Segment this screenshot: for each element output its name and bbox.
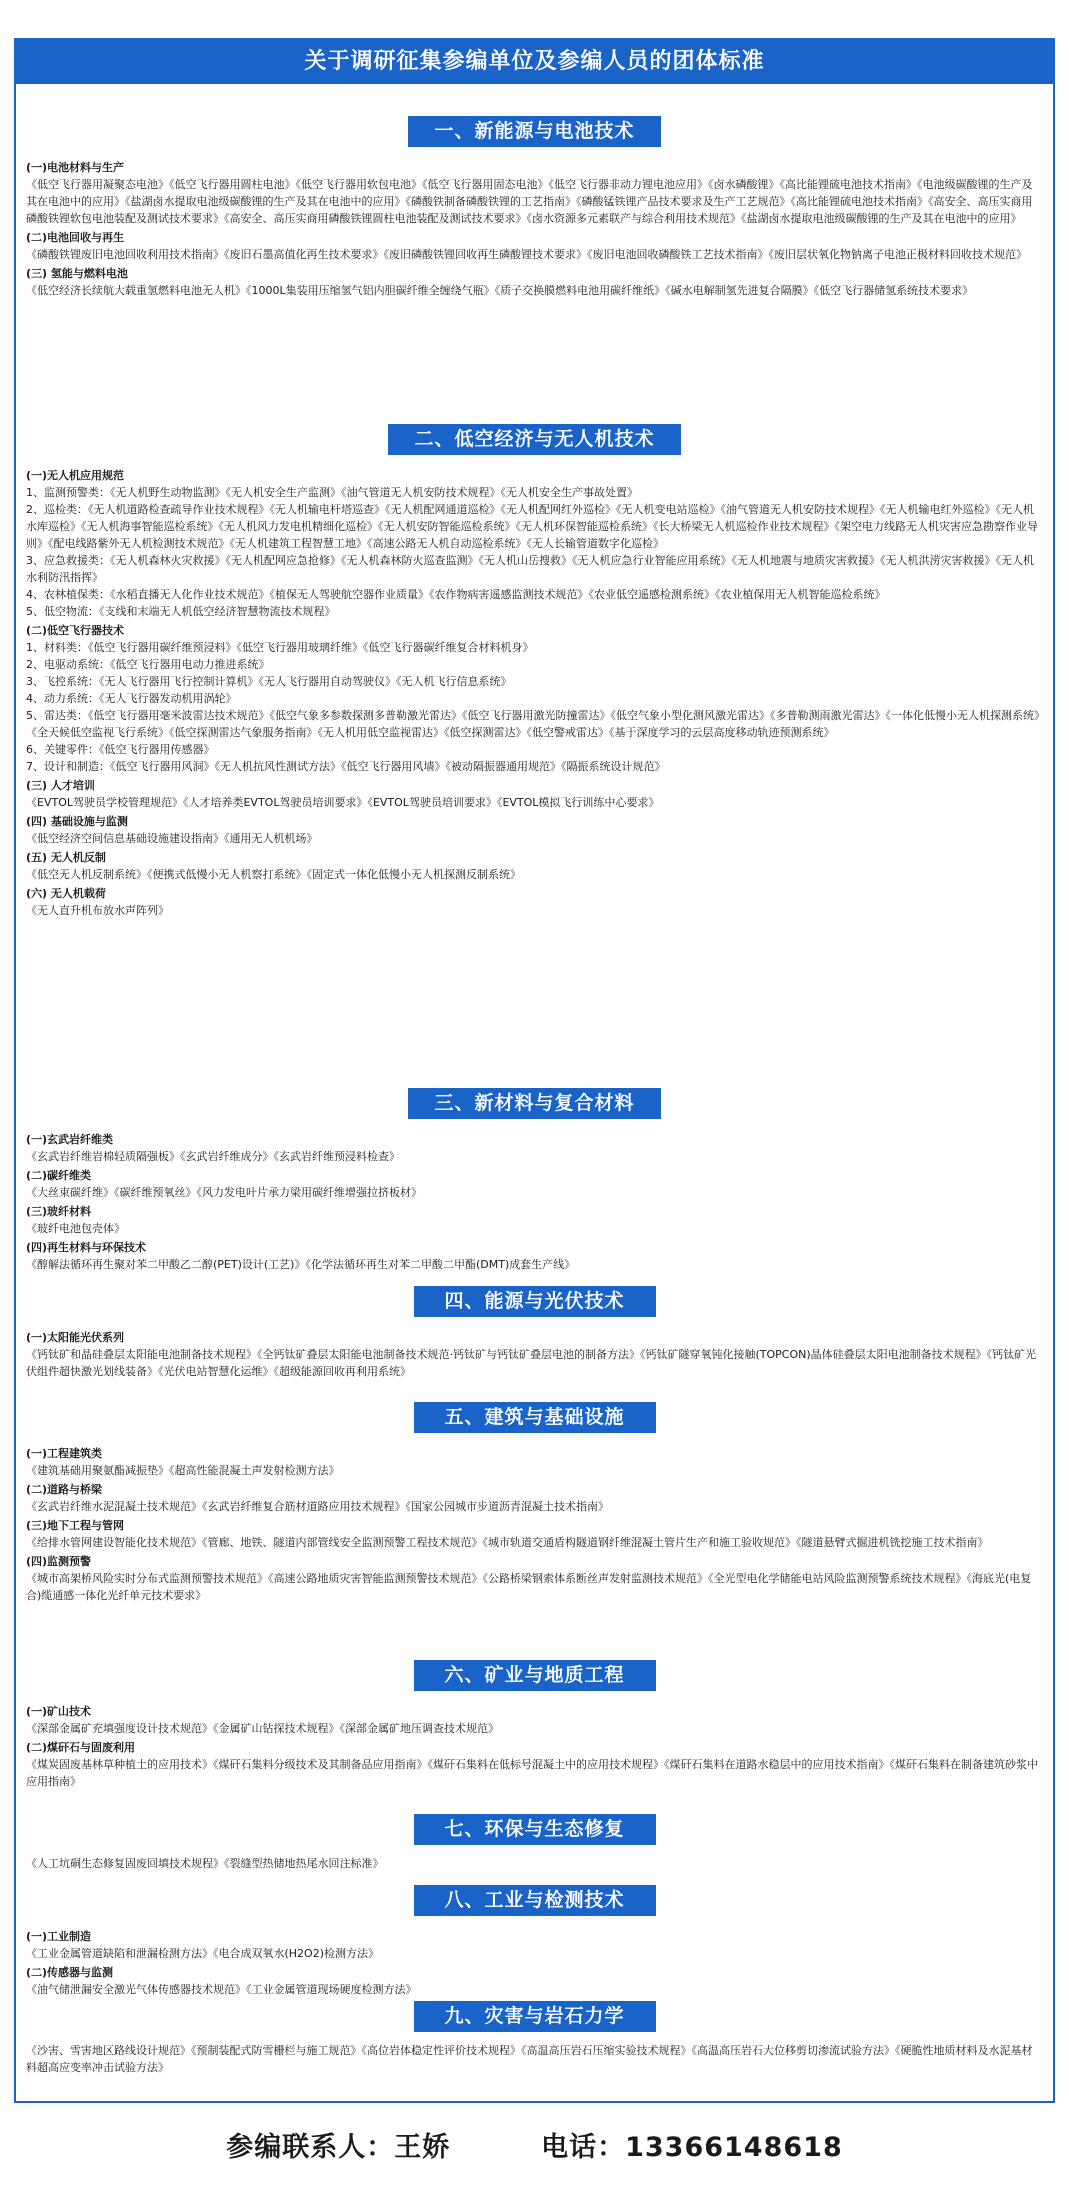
standards-list: 《大丝束碳纤维》《碳纤维预氧丝》《风力发电叶片承力梁用碳纤维增强拉挤板材》: [26, 1186, 422, 1199]
contact-phone[interactable]: 电话：13366148618: [541, 2132, 843, 2163]
category-heading: (一)太阳能光伏系列: [26, 1331, 125, 1344]
section-industry-testing: [16, 1885, 1053, 1998]
section-heading: [16, 1814, 1053, 1845]
standards-list: 《EVTOL驾驶员学校管理规范》《人才培养类EVTOL驾驶员培训要求》《EVTOL驾驶员培训要求》《EVTOL模拟飞行训练中心要求》: [26, 796, 660, 809]
section-heading: [16, 1088, 1053, 1119]
section-title: 八、工业与检测技术: [414, 1885, 656, 1916]
section-environment: [16, 1814, 1053, 1872]
category-heading: (二)煤矸石与固废利用: [26, 1741, 136, 1754]
standards-list: 《磷酸铁锂废旧电池回收利用技术指南》《废旧石墨高值化再生技术要求》《废旧磷酸铁锂回收再生磷酸锂技术要求》《废旧电池回收磷酸铁工艺技术指南》《废旧层状氧化物钠离子电池正极材料回收技术规范》: [26, 248, 1027, 261]
section-body: [16, 2032, 1053, 2076]
category-heading: (一)无人机应用规范: [26, 469, 125, 482]
section-body: [16, 455, 1053, 919]
section-disaster-rock: [16, 2001, 1053, 2076]
category-heading: (一)工程建筑类: [26, 1447, 103, 1460]
standards-list: 《低空经济长续航大载重氢燃料电池无人机》《1000L集装用压缩氢气铝内胆碳纤维全缠绕气瓶》《质子交换膜燃料电池用碳纤维纸》《碱水电解制氢先进复合隔膜》《低空飞行器储氢系统技术要求》: [26, 284, 974, 297]
section-heading: [16, 2001, 1053, 2032]
category-heading: (一)工业制造: [26, 1930, 92, 1943]
category-heading: (一)电池材料与生产: [26, 161, 125, 174]
category-heading: (三)地下工程与管网: [26, 1519, 125, 1532]
standards-list: 《城市高架桥风险实时分布式监测预警技术规范》《高速公路地质灾害智能监测预警技术规范》《公路桥梁钢索体系断丝声发射监测技术规范》《全光型电化学储能电站风险监测预警系统技术规程》《海底光(电复合)缆通感一体化光纤单元技术要求》: [26, 1572, 1032, 1602]
section-title: 五、建筑与基础设施: [414, 1402, 656, 1433]
section-title: 一、新能源与电池技术: [408, 116, 660, 147]
standards-list: 《建筑基础用聚氨酯减振垫》《超高性能混凝土声发射检测方法》: [26, 1464, 340, 1477]
standards-list: 1、材料类：《低空飞行器用碳纤维预浸料》《低空飞行器用玻璃纤维》《低空飞行器碳纤维复合材料机身》 2、电驱动系统：《低空飞行器用电动力推进系统》 3、飞控系统：《无人飞行器用飞行控制计算机》《无人飞行器用自动驾驶仪》《无人机飞行信息系统》 4、动力系统：《无人飞行器发动机用涡轮》 5、雷达类：《低空飞行器用毫米波雷达技术规范》《低空气象多参数探测多普勒激光雷达》《低空飞行器用激光防撞雷达》《低空气象小型化测风激光雷达》《多普勒测雨激光雷达》《一体化低慢小无人机探测系统》《全天候低空监视飞行系统》《低空探测雷达气象服务指南》《无人机用低空监视雷达》《低空探测雷达》《低空警戒雷达》《基于深度学习的云层高度移动轨迹预测系统》 6、关键零件：《低空飞行器用传感器》 7、设计和制造：《低空飞行器用风洞》《无人机抗风性测试方法》《低空飞行器用风墙》《被动隔振器通用规范》《隔振系统设计规范》: [26, 641, 1040, 773]
section-heading: [16, 1286, 1053, 1317]
section-heading: [16, 1885, 1053, 1916]
standards-list: 《低空无人机反制系统》《便携式低慢小无人机察打系统》《固定式一体化低慢小无人机探测反制系统》: [26, 868, 521, 881]
standards-list: 《人工坑硐生态修复固废回填技术规程》《裂缝型热储地热尾水回注标准》: [26, 1857, 384, 1870]
section-title: 九、灾害与岩石力学: [414, 2001, 656, 2032]
section-body: [16, 1845, 1053, 1872]
section-body: [16, 1691, 1053, 1790]
category-heading: (一)玄武岩纤维类: [26, 1133, 114, 1146]
section-new-materials: [16, 1088, 1053, 1273]
standards-list: 《油气储泄漏安全激光气体传感器技术规范》《工业金属管道现场硬度检测方法》: [26, 1983, 417, 1996]
standards-list: 《给排水管网建设智能化技术规范》《管廊、地铁、隧道内部管线安全监测预警工程技术规范》《城市轨道交通盾构隧道钢纤维混凝土管片生产和施工验收规范》《隧道悬臂式掘进机铣挖施工技术指南》: [26, 1536, 989, 1549]
section-title: 二、低空经济与无人机技术: [388, 424, 680, 455]
category-heading: (六) 无人机载荷: [26, 887, 106, 900]
category-heading: (四)监测预警: [26, 1555, 92, 1568]
standards-list: 《玻纤电池包壳体》: [26, 1222, 125, 1235]
standards-list: 《低空经济空间信息基础设施建设指南》《通用无人机机场》: [26, 832, 318, 845]
category-heading: (二)低空飞行器技术: [26, 624, 125, 637]
category-heading: (二)传感器与监测: [26, 1966, 114, 1979]
category-heading: (二)道路与桥梁: [26, 1483, 103, 1496]
category-heading: (三)玻纤材料: [26, 1205, 92, 1218]
section-heading: [16, 1660, 1053, 1691]
section-body: [16, 147, 1053, 299]
section-energy-pv: [16, 1286, 1053, 1380]
section-title: 七、环保与生态修复: [414, 1814, 656, 1845]
standards-list: 《深部金属矿充填强度设计技术规范》《金属矿山钻探技术规程》《深部金属矿地压调查技术规范》: [26, 1722, 499, 1735]
standards-list: 《煤炭固废基林草种植土的应用技术》《煤矸石集料分级技术及其制备品应用指南》《煤矸石集料在低标号混凝土中的应用技术规程》《煤矸石集料在道路水稳层中的应用技术指南》《煤矸石集料在制备建筑砂浆中应用指南》: [26, 1758, 1038, 1788]
content-frame: [14, 38, 1055, 2103]
section-low-altitude-uav: [16, 424, 1053, 919]
section-body: [16, 1916, 1053, 1998]
section-title: 四、能源与光伏技术: [414, 1286, 656, 1317]
standards-list: 《玄武岩纤维水泥混凝土技术规范》《玄武岩纤维复合筋材道路应用技术规程》《国家公园城市步道沥青混凝土技术指南》: [26, 1500, 609, 1513]
contact-footer: [0, 2125, 1069, 2164]
standards-list: 《玄武岩纤维岩棉轻质隔强板》《玄武岩纤维成分》《玄武岩纤维预浸料检查》: [26, 1150, 400, 1163]
category-heading: (四) 基础设施与监测: [26, 815, 128, 828]
category-heading: (五) 无人机反制: [26, 851, 106, 864]
category-heading: (二)碳纤维类: [26, 1169, 92, 1182]
section-heading: [16, 424, 1053, 455]
section-title: 六、矿业与地质工程: [414, 1660, 656, 1691]
standards-list: 《无人直升机布放水声阵列》: [26, 904, 169, 917]
standards-list: 《低空飞行器用凝聚态电池》《低空飞行器用圆柱电池》《低空飞行器用软包电池》《低空飞行器用固态电池》《低空飞行器非动力锂电池应用》《卤水磷酸锂》《高比能锂硫电池技术指南》《电池级碳酸锂的生产及其在电池中的应用》《盐湖卤水提取电池级碳酸锂的生产及其在电池中的应用》《磷酸铁制备磷酸铁锂的工艺指南》《磷酸锰铁锂产品技术要求及生产工艺规范》《高比能锂硫电池技术指南》《高安全、高压实商用磷酸铁锂软包电池装配及测试技术要求》《高安全、高压实商用磷酸铁锂圆柱电池装配及测试技术要求》《卤水资源多元素联产与综合利用技术规范》《盐湖卤水提取电池级碳酸锂的生产及其在电池中的应用》: [26, 178, 1033, 225]
section-body: [16, 1317, 1053, 1380]
page-title: 关于调研征集参编单位及参编人员的团体标准: [16, 40, 1053, 84]
section-heading: [16, 1402, 1053, 1433]
contact-person: 参编联系人：王娇: [226, 2132, 451, 2163]
section-new-energy-battery: [16, 116, 1053, 299]
section-body: [16, 1119, 1053, 1273]
category-heading: (一)矿山技术: [26, 1705, 92, 1718]
section-heading: [16, 116, 1053, 147]
standards-list: 1、监测预警类：《无人机野生动物监测》《无人机安全生产监测》《油气管道无人机安防技术规程》《无人机安全生产事故处置》 2、巡检类：《无人机道路检查疏导作业技术规程》《无人机输电杆塔巡查》《无人机配网通道巡检》《无人机配网红外巡检》《无人机变电站巡检》《油气管道无人机安防技术规程》《无人机输电红外巡检》《无人机水库巡检》《无人机海事智能巡检系统》《无人机风力发电机精细化巡检》《无人机安防智能巡检系统》《无人机环保智能巡检系统》《长大桥梁无人机巡检作业技术规程》《架空电力线路无人机灾害应急勘察作业导则》《配电线路紫外无人机检测技术规范》《无人机建筑工程智慧工地》《高速公路无人机自动巡检系统》《无人长输管道数字化巡检》 3、应急救援类：《无人机森林火灾救援》《无人机配网应急抢修》《无人机森林防火巡查监测》《无人机山岳搜救》《无人机应急行业智能应用系统》《无人机地震与地质灾害救援》《无人机洪涝灾害救援》《无人机水利防汛指挥》 4、农林植保类：《水稻直播无人化作业技术规范》《植保无人驾驶航空器作业质量》《农作物病害遥感监测技术规范》《农业低空遥感检测系统》《农业植保用无人机智能巡检系统》 5、低空物流：《支线和末端无人机低空经济智慧物流技术规程》: [26, 486, 1038, 618]
section-body: [16, 1433, 1053, 1604]
category-heading: (二)电池回收与再生: [26, 231, 125, 244]
section-title: 三、新材料与复合材料: [408, 1088, 660, 1119]
standards-list: 《钙钛矿和晶硅叠层太阳能电池制备技术规程》《全钙钛矿叠层太阳能电池制备技术规范·钙钛矿与钙钛矿叠层电池的制备方法》《钙钛矿隧穿氧钝化接触(TOPCON)晶体硅叠层太阳电池制备技术规程》《钙钛矿光伏组件超快激光划线装备》《光伏电站智慧化运维》《超级能源回收再利用系统》: [26, 1348, 1037, 1378]
category-heading: (三) 氢能与燃料电池: [26, 267, 128, 280]
standards-list: 《工业金属管道缺陷和泄漏检测方法》《电合成双氧水(H2O2)检测方法》: [26, 1947, 380, 1960]
standards-list: 《沙害、雪害地区路线设计规范》《预制装配式防雪栅栏与施工规范》《高位岩体稳定性评价技术规程》《高温高压岩石压缩实验技术规程》《高温高压岩石大位移剪切渗流试验方法》《硬脆性地质材料及水泥基材料超高应变率冲击试验方法》: [26, 2044, 1033, 2074]
section-construction: [16, 1402, 1053, 1604]
category-heading: (四)再生材料与环保技术: [26, 1241, 147, 1254]
category-heading: (三) 人才培训: [26, 779, 95, 792]
standards-list: 《醇解法循环再生聚对苯二甲酸乙二醇(PET)设计(工艺)》《化学法循环再生对苯二甲酸二甲酯(DMT)成套生产线》: [26, 1258, 576, 1271]
section-mining-geology: [16, 1660, 1053, 1790]
